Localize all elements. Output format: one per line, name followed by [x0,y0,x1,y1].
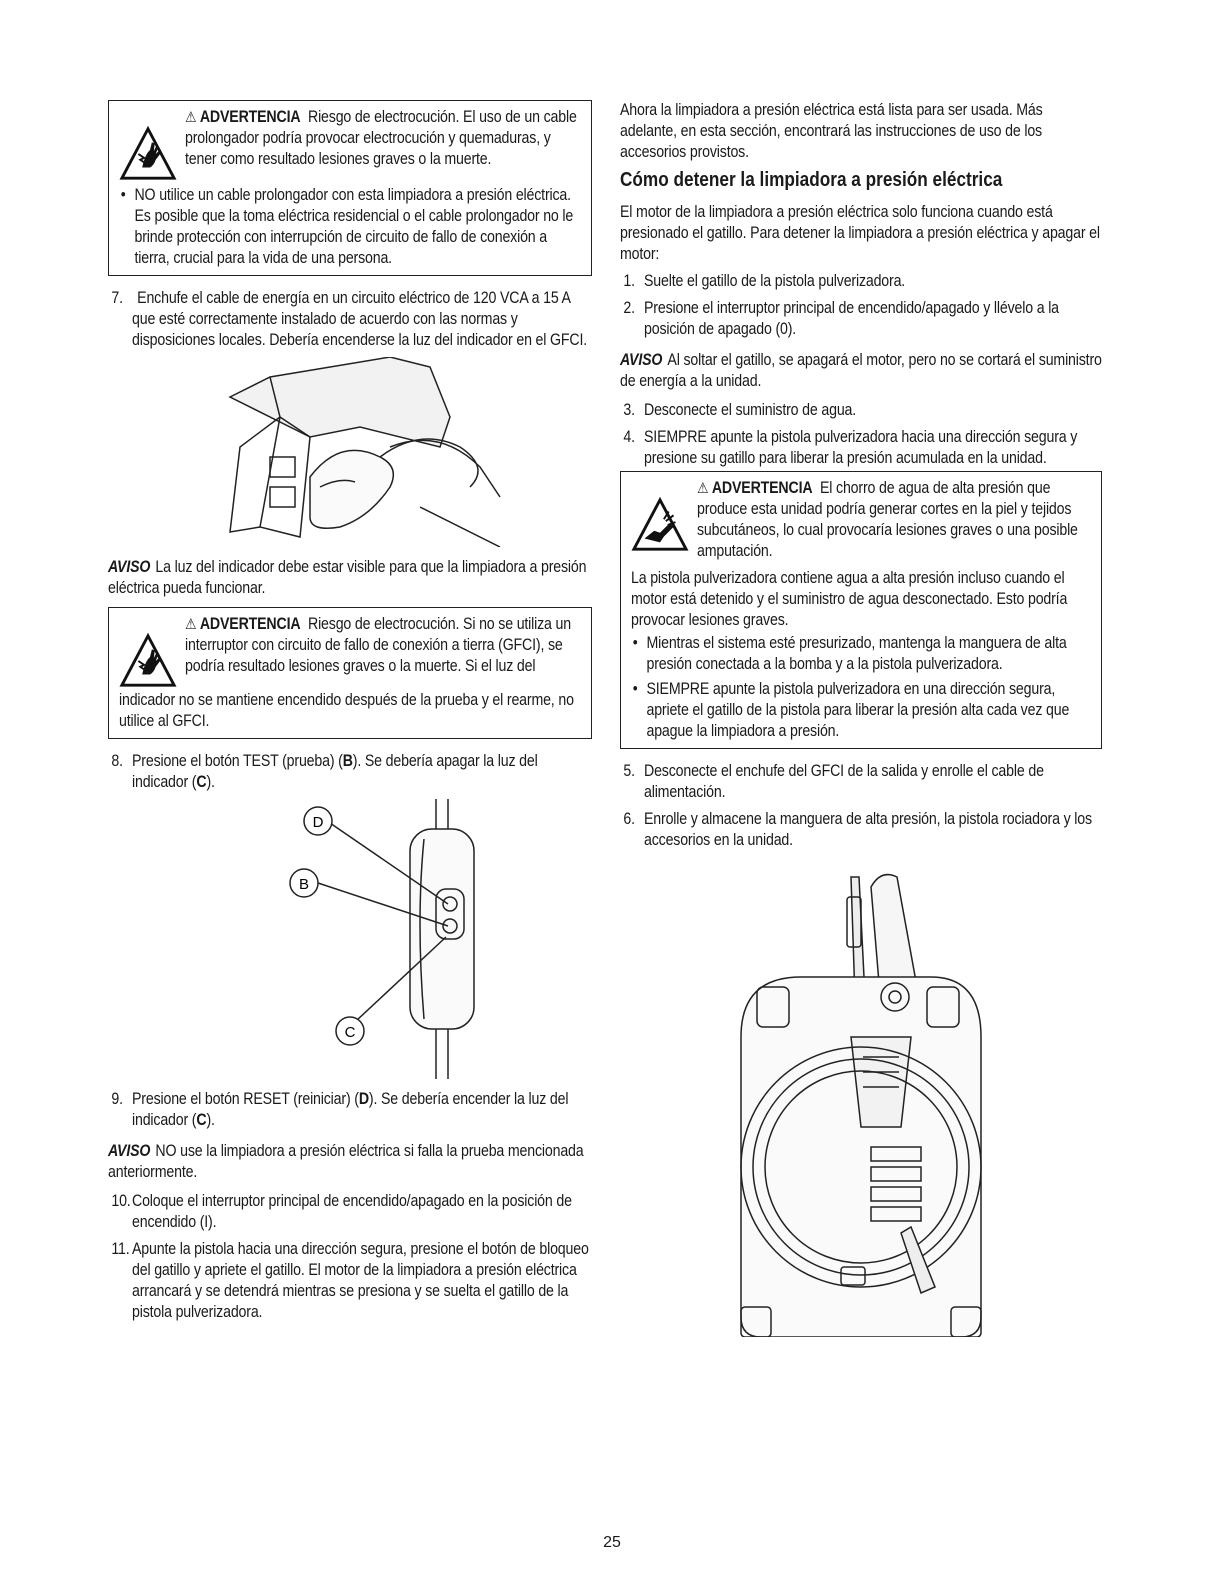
step-number: 10. [111,1192,131,1210]
callout-letter: D [358,1090,369,1108]
stop-step-6 [620,809,1102,851]
stop-steps-b [620,400,1102,469]
injection-hazard-icon [631,496,689,554]
right-column [620,100,1102,1347]
warning-text: El chorro de agua de alta presión que produce esta unidad podría generar cortes en la piel y tejidos subcutáneos, lo cual provocaría lesiones graves o una posible amputación. [697,479,1078,560]
notice-label: AVISO [620,351,663,369]
step-text: Presione el interruptor principal de encendido/apagado y llévelo a la posición de apagado (0). [644,299,1059,338]
stop-steps-a [620,271,1102,340]
notice-text: NO use la limpiadora a presión eléctrica si falla la prueba mencionada anteriormente. [108,1142,584,1181]
step-text: ). Se debería apagar la luz del indicador ( [132,752,538,791]
warning-text-tail: indicador no se mantiene encendido después de la prueba y el rearme, no utilice al GFCI. [119,691,574,730]
warning-label: ADVERTENCIA [199,615,301,633]
step-number: 4. [623,428,635,446]
notice-text: La luz del indicador debe estar visible para que la limpiadora a presión eléctrica pueda funcionar. [108,558,587,597]
warning-triangle-icon: ⚠ [185,616,197,633]
callout-letter: C [196,773,207,791]
warning-label: ADVERTENCIA [711,479,813,497]
stop-step-3 [620,400,1102,421]
step-number: 3. [623,401,635,419]
step-text: Desconecte el suministro de agua. [644,401,857,419]
warning-text: Riesgo de electrocución. El uso de un cable prolongador podría provocar electrocución y quemaduras, y tener como resultado lesiones graves o la muerte. [185,108,577,168]
section-intro: El motor de la limpiadora a presión eléctrica solo funciona cuando está presionado el gatillo. Para detener la limpiadora a presión eléctrica y apagar el motor: [620,203,1100,263]
step-number: 9. [111,1090,123,1108]
warning-box-extension-cord [108,100,592,276]
warning-text: Riesgo de electrocución. Si no se utiliza un interruptor con circuito de fallo de conexión a tierra (GFCI), se podría resultado lesiones graves o la muerte. Si el luz del [185,615,571,675]
step-number: 11. [111,1240,130,1258]
callout-c-label: C [344,1024,356,1041]
electrocution-warning-icon [119,632,177,690]
step-text: ). Se debería encender la luz del indicador ( [132,1090,569,1129]
step-text: Coloque el interruptor principal de encendido/apagado en la posición de encendido (I). [132,1192,572,1231]
step-text: Presione el botón TEST (prueba) ( [132,752,343,770]
step-number: 1. [623,272,635,290]
pressure-washer-illustration [731,867,991,1337]
callout-letter: C [196,1111,207,1129]
intro-paragraph: Ahora la limpiadora a presión eléctrica está lista para ser usada. Más adelante, en esta sección, encontrará las instrucciones de uso de los accesorios provistos. [620,101,1043,161]
callout-d-label: D [312,814,324,831]
step-number: 7. [111,289,123,307]
step-number: 6. [623,810,635,828]
notice-trigger [620,350,1102,392]
warning-box-high-pressure [620,471,1102,749]
page-number: 25 [603,1534,621,1551]
section-title-text: Cómo detener la limpiadora a presión eléctrica [620,169,1003,191]
left-column [108,100,592,1329]
step-11 [108,1239,592,1323]
step-7 [108,288,592,351]
step-8 [108,751,592,793]
section-title [620,169,1102,192]
gfci-device-illustration [200,799,500,1079]
step-text: ). [206,773,215,791]
stop-step-2 [620,298,1102,340]
stop-steps-c [620,761,1102,851]
step-number: 5. [623,762,635,780]
step-text: SIEMPRE apunte la pistola pulverizadora hacia una dirección segura y presione su gatillo para liberar la presión acumulada en la unidad. [644,428,1078,467]
step-text: Suelte el gatillo de la pistola pulverizadora. [644,272,906,290]
stop-step-1 [620,271,1102,292]
gfci-plug-illustration [190,357,510,547]
step-text: Enchufe el cable de energía en un circuito eléctrico de 120 VCA a 15 A que esté correctamente instalado de acuerdo con las normas y disposiciones locales. Debería encenderse la luz del indicador en el GFCI. [132,289,588,349]
warning-bullet: • SIEMPRE apunte la pistola pulverizadora en una dirección segura, apriete el gatillo de la pistola para liberar la presión alta cada vez que apague la limpiadora a presión. [631,679,1093,742]
step-text: ). [206,1111,215,1129]
callout-letter: B [342,752,353,770]
callout-b-label: B [298,876,310,893]
stop-step-5 [620,761,1102,803]
step-text: Presione el botón RESET (reiniciar) ( [132,1090,359,1108]
step-9 [108,1089,592,1131]
step-number: 2. [623,299,635,317]
step-text: Apunte la pistola hacia una dirección segura, presione el botón de bloqueo del gatillo y apriete el gatillo. El motor de la limpiadora a presión eléctrica arrancará y se detendrá mientras se presiona y se suelta el gatillo de la pistola pulverizadora. [132,1240,589,1321]
warning-triangle-icon: ⚠ [185,109,197,126]
step-text: Enrolle y almacene la manguera de alta presión, la pistola rociadora y los accesorios en la unidad. [644,810,1092,849]
step-text: Desconecte el enchufe del GFCI de la salida y enrolle el cable de alimentación. [644,762,1044,801]
step-number: 8. [111,752,123,770]
warning-label: ADVERTENCIA [199,108,301,126]
notice-label: AVISO [108,1142,151,1160]
notice-text: Al soltar el gatillo, se apagará el motor, pero no se cortará el suministro de energía a la unidad. [620,351,1102,390]
warning-paragraph: La pistola pulverizadora contiene agua a alta presión incluso cuando el motor está detenido y el suministro de agua desconectado. Esto podría provocar lesiones graves. [631,569,1068,629]
warning-bullet: • NO utilice un cable prolongador con esta limpiadora a presión eléctrica. Es posible que la toma eléctrica residencial o el cable prolongador no le brinde protección con interrupción de circuito de fallo de conexión a tierra, crucial para la vida de una persona. [119,185,583,269]
notice-label: AVISO [108,558,151,576]
step-10 [108,1191,592,1233]
stop-step-4 [620,427,1102,469]
electrocution-warning-icon [119,125,177,183]
notice-test-fail [108,1141,592,1183]
warning-triangle-icon: ⚠ [697,480,709,497]
notice-indicator [108,557,592,599]
warning-bullet: • Mientras el sistema esté presurizado, mantenga la manguera de alta presión conectada a la bomba y a la pistola pulverizadora. [631,633,1093,675]
warning-box-gfci [108,607,592,739]
